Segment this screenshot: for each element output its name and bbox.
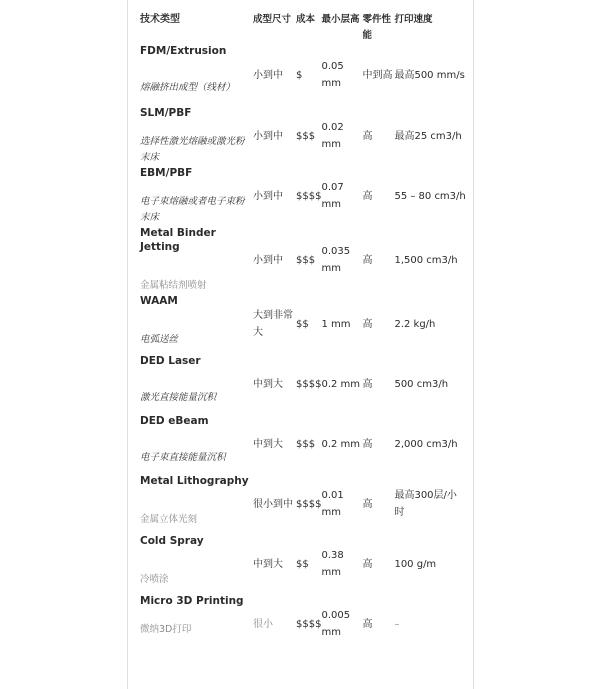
cost: $$$$	[296, 190, 322, 202]
header-build-size: 成型尺寸	[253, 14, 292, 25]
part-performance: 高	[362, 438, 373, 450]
build-size: 小到中	[253, 69, 283, 81]
header-min-layer: 最小层高	[321, 14, 360, 25]
tech-name-cn: 金属粘结剂喷射	[140, 280, 207, 291]
min-layer: 0.01 mm	[321, 490, 344, 518]
print-speed: 100 g/m	[394, 558, 437, 570]
table-row	[140, 474, 466, 534]
cost: $$$$	[296, 498, 322, 510]
cost: $$$$	[296, 378, 322, 390]
header-tech-type: 技术类型	[140, 14, 180, 25]
build-size: 小到中	[253, 190, 283, 202]
table-row	[140, 294, 466, 354]
part-performance: 高	[362, 130, 373, 142]
print-speed: 2.2 kg/h	[394, 318, 436, 330]
print-speed: –	[394, 618, 400, 630]
table-row	[140, 44, 466, 106]
tech-name-cn: 选择性激光熔融或激光粉末床	[140, 136, 245, 163]
print-speed: 55 – 80 cm3/h	[394, 190, 466, 202]
tech-name: Metal Binder Jetting	[140, 227, 216, 253]
cost: $$$	[296, 438, 316, 450]
tech-name: Cold Spray	[140, 535, 204, 547]
part-performance: 中到高	[362, 69, 393, 81]
part-performance: 高	[362, 558, 373, 570]
cost: $$	[296, 558, 309, 570]
table-header-row	[140, 4, 466, 44]
print-speed: 500 cm3/h	[394, 378, 449, 390]
min-layer: 0.2 mm	[321, 378, 361, 390]
min-layer: 0.005 mm	[321, 610, 351, 638]
part-performance: 高	[362, 498, 373, 510]
part-performance: 高	[362, 190, 373, 202]
build-size: 小到中	[253, 130, 283, 142]
tech-name: EBM/PBF	[140, 167, 193, 179]
cost: $	[296, 69, 303, 81]
tech-name: DED Laser	[140, 355, 201, 367]
tech-name-cn: 冷喷涂	[140, 574, 169, 585]
print-speed: 最高300层/小时	[394, 490, 457, 518]
print-speed: 1,500 cm3/h	[394, 254, 458, 266]
tech-name-cn: 微纳3D打印	[140, 624, 192, 635]
metal-3d-printing-comparison-table	[140, 4, 466, 654]
min-layer: 0.05 mm	[321, 61, 344, 89]
tech-name: DED eBeam	[140, 415, 209, 427]
tech-name: FDM/Extrusion	[140, 45, 227, 57]
header-cost: 成本	[296, 14, 316, 25]
table-row	[140, 354, 466, 414]
min-layer: 1 mm	[321, 318, 351, 330]
tech-name-cn: 金属立体光刻	[140, 514, 198, 525]
part-performance: 高	[362, 618, 373, 630]
build-size: 大到非常大	[253, 310, 293, 338]
part-performance: 高	[362, 318, 373, 330]
tech-name: SLM/PBF	[140, 107, 192, 119]
tech-name: Metal Lithography	[140, 475, 249, 487]
print-speed: 最高25 cm3/h	[394, 130, 462, 142]
tech-name-cn: 熔融挤出成型（线材）	[140, 82, 236, 93]
table-row	[140, 534, 466, 594]
cost: $$	[296, 318, 309, 330]
print-speed: 2,000 cm3/h	[394, 438, 458, 450]
table-row	[140, 226, 466, 294]
min-layer: 0.035 mm	[321, 246, 351, 274]
table-row	[140, 166, 466, 226]
part-performance: 高	[362, 378, 373, 390]
min-layer: 0.02 mm	[321, 122, 344, 150]
min-layer: 0.38 mm	[321, 550, 344, 578]
build-size: 很小	[253, 618, 273, 630]
cost: $$$	[296, 254, 316, 266]
build-size: 小到中	[253, 254, 283, 266]
tech-name-cn: 电子束直接能量沉积	[140, 452, 226, 463]
tech-name: WAAM	[140, 295, 178, 307]
min-layer: 0.2 mm	[321, 438, 361, 450]
tech-name-cn: 激光直接能量沉积	[140, 392, 217, 403]
min-layer: 0.07 mm	[321, 182, 344, 210]
print-speed: 最高500 mm/s	[394, 69, 465, 81]
table-row	[140, 594, 466, 654]
cost: $$$	[296, 130, 316, 142]
build-size: 很小到中	[253, 498, 293, 510]
table-row	[140, 106, 466, 166]
tech-name: Micro 3D Printing	[140, 595, 244, 607]
cost: $$$$	[296, 618, 322, 630]
header-part-performance: 零件性能	[362, 14, 391, 41]
content-frame	[127, 0, 474, 689]
build-size: 中到大	[253, 558, 283, 570]
tech-name-cn: 电子束熔融或者电子束粉末床	[140, 196, 245, 223]
tech-name-cn: 电弧送丝	[140, 334, 179, 345]
table-row	[140, 414, 466, 474]
build-size: 中到大	[253, 378, 283, 390]
part-performance: 高	[362, 254, 373, 266]
header-print-speed: 打印速度	[394, 14, 433, 25]
build-size: 中到大	[253, 438, 283, 450]
